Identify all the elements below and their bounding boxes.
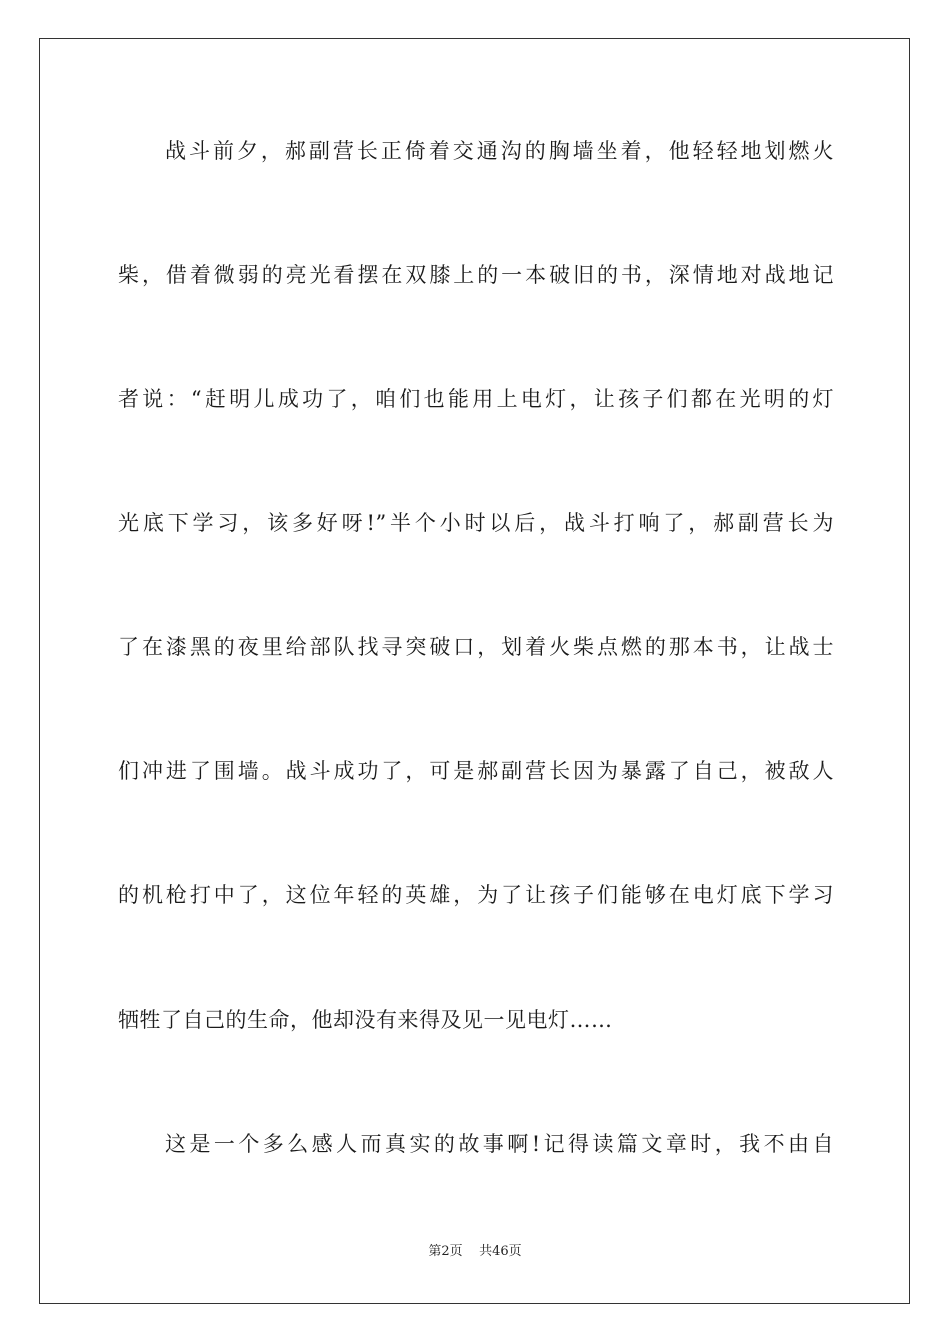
text-line-8: 牺牲了自己的生命，他却没有来得及见一见电灯……: [118, 1008, 613, 1032]
page-number: 第2页 共46页: [428, 1244, 522, 1259]
page-footer: [0, 1243, 950, 1261]
text-line-2: 柴，借着微弱的亮光看摆在双膝上的一本破旧的书，深情地对战地记: [118, 263, 834, 287]
page-border: [39, 38, 910, 1304]
text-line-6: 们冲进了围墙。战斗成功了，可是郝副营长因为暴露了自己，被敌人: [118, 759, 834, 783]
text-line-4: 光底下学习，该多好呀!”半个小时以后，战斗打响了，郝副营长为: [118, 511, 834, 535]
text-line-1: 战斗前夕，郝副营长正倚着交通沟的胸墙坐着，他轻轻地划燃火: [165, 139, 834, 163]
text-line-5: 了在漆黑的夜里给部队找寻突破口，划着火柴点燃的那本书，让战士: [118, 635, 834, 659]
text-line-7: 的机枪打中了，这位年轻的英雄，为了让孩子们能够在电灯底下学习: [118, 883, 834, 907]
text-line-3: 者说：“赶明儿成功了，咱们也能用上电灯，让孩子们都在光明的灯: [118, 387, 834, 411]
text-line-9: 这是一个多么感人而真实的故事啊!记得读篇文章时，我不由自: [165, 1132, 834, 1156]
